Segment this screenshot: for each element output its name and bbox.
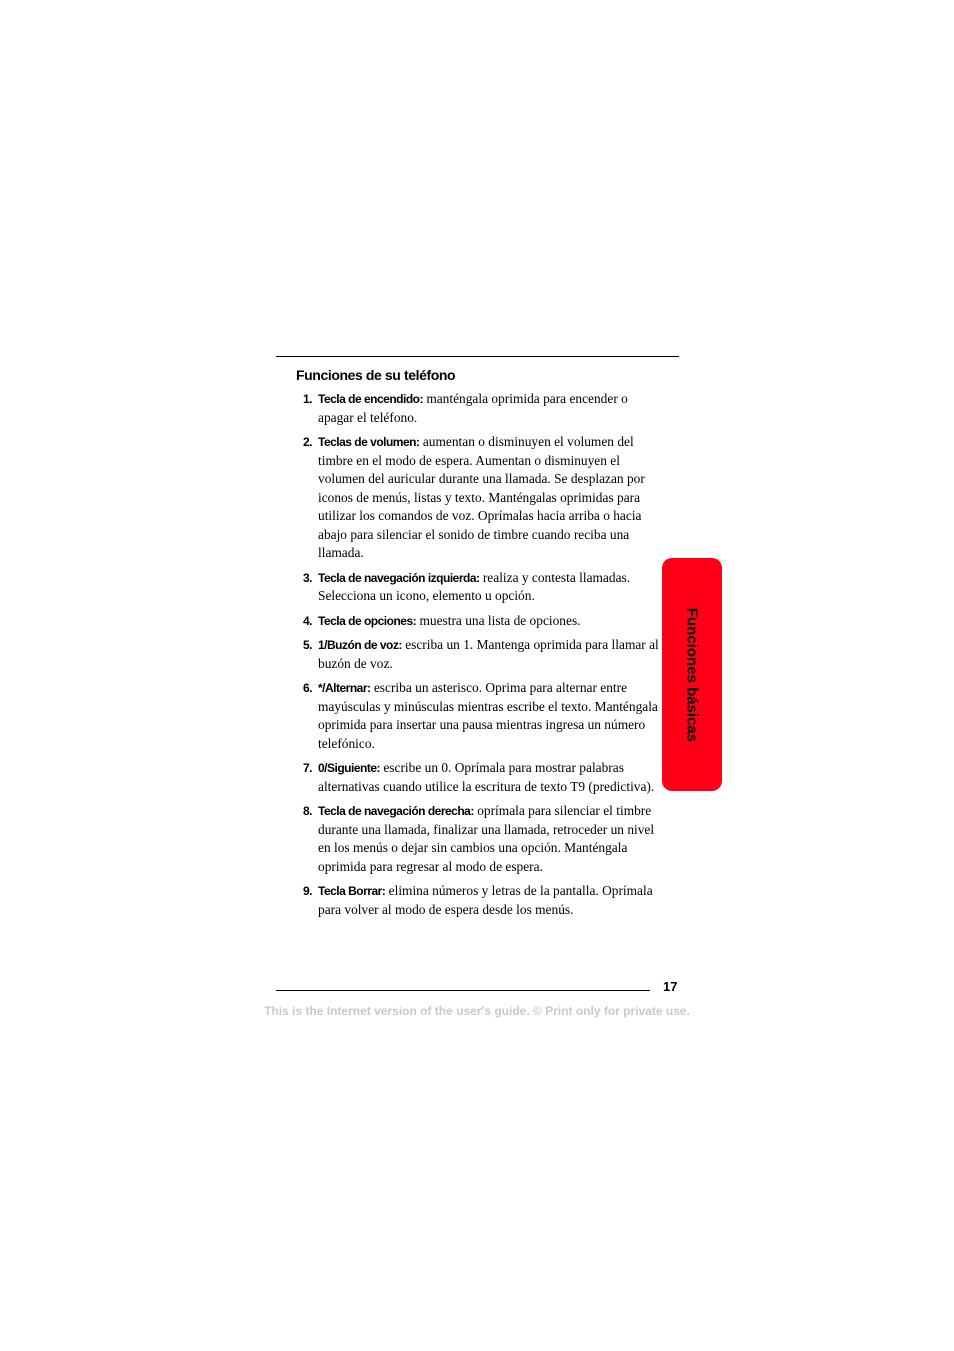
chapter-tab-label: Funciones básicas [683, 607, 701, 742]
list-item [303, 612, 663, 631]
item-number: 5. [303, 638, 313, 652]
item-term: Tecla de encendido: [318, 392, 423, 406]
item-text: escriba un asterisco. Oprima para alternar entre mayúsculas y minúsculas mientras escribe el texto. Manténgala oprimida para insertar una pausa mientras ingresa un número telefónico. [318, 680, 658, 751]
item-number: 6. [303, 681, 313, 695]
item-number: 7. [303, 761, 313, 775]
item-text: realiza y contesta llamadas. Selecciona un icono, elemento u opción. [318, 569, 631, 603]
item-number: 9. [303, 884, 313, 898]
list-item [303, 759, 663, 796]
item-text: escriba un 1. Mantenga oprimida para llamar al buzón de voz. [318, 637, 659, 671]
list-item [303, 802, 663, 876]
list-item [303, 679, 663, 753]
item-text: oprímala para silenciar el timbre durante una llamada, finalizar una llamada, retroceder un nivel en los menús o dejar sin cambios una opción. Manténgala oprimida para regresar al modo de espera. [318, 803, 655, 874]
item-number: 1. [303, 392, 313, 406]
list-item [303, 390, 663, 427]
item-term: 1/Buzón de voz: [318, 638, 402, 652]
item-term: Tecla de opciones: [318, 613, 417, 628]
item-text: aumentan o disminuyen el volumen del timbre en el modo de espera. Aumentan o disminuyen el volumen del auricular durante una llamada. Se desplazan por iconos de menús, listas y texto. Manténgalas oprimidas para utilizar los comandos de voz. Oprímalas hacia arriba o hacia abajo para silenciar el sonido de timbre cuando reciba una llamada. [318, 434, 645, 560]
feature-list [303, 390, 663, 925]
chapter-side-tab [662, 558, 722, 791]
section-title: Funciones de su teléfono [296, 367, 456, 383]
item-term: Teclas de volumen: [318, 435, 420, 449]
item-text: elimina números y letras de la pantalla. Oprímala para volver al modo de espera desde los menús. [318, 883, 653, 917]
top-rule [276, 356, 679, 357]
bottom-rule [276, 990, 650, 991]
item-term: Tecla Borrar: [318, 884, 386, 898]
item-number: 8. [303, 804, 313, 818]
list-item [303, 569, 663, 606]
page-number: 17 [663, 979, 678, 994]
item-text: escribe un 0. Oprímala para mostrar palabras alternativas cuando utilice la escritura de texto T9 (predictiva). [318, 760, 655, 794]
item-term: */Alternar: [318, 681, 371, 695]
footer-note: This is the Internet version of the user's guide. © Print only for private use. [264, 1004, 690, 1018]
item-term: Tecla de navegación derecha: [318, 804, 474, 818]
list-item [303, 636, 663, 673]
item-term: 0/Siguiente: [318, 761, 381, 775]
list-item [303, 882, 663, 919]
list-item [303, 433, 663, 563]
item-number: 3. [303, 570, 313, 585]
item-text: manténgala oprimida para encender o apagar el teléfono. [318, 391, 628, 425]
item-term: Tecla de navegación izquierda: [318, 570, 480, 585]
item-text: muestra una lista de opciones. [416, 612, 581, 628]
item-number: 2. [303, 435, 313, 449]
item-number: 4. [303, 613, 313, 628]
